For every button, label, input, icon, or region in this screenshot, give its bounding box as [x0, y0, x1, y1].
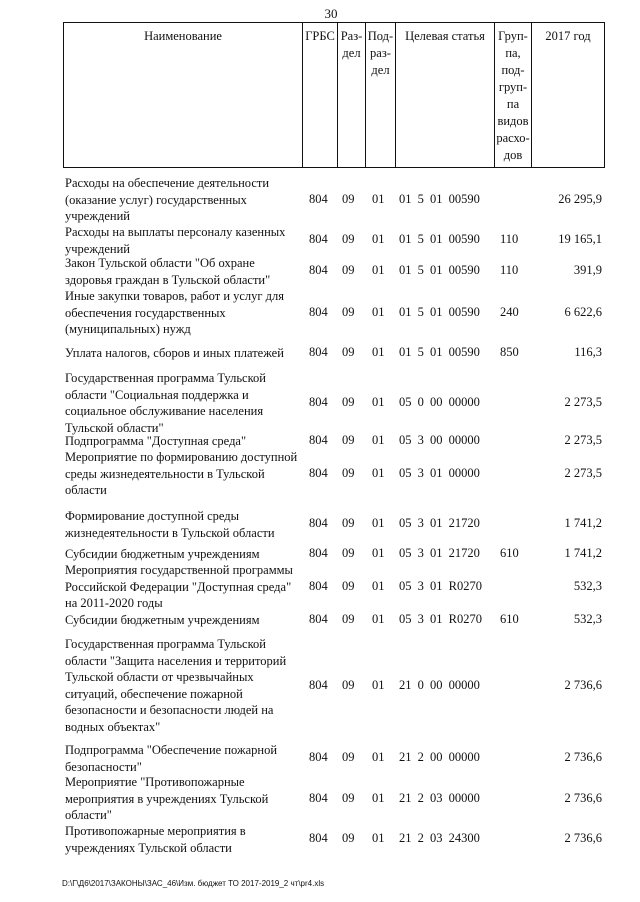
row-razdel: 09 [342, 466, 355, 480]
row-razdel: 09 [342, 831, 355, 845]
row-target: 01 5 01 00590 [399, 263, 480, 277]
row-amount: 532,3 [573, 579, 602, 593]
row-podrazdel: 01 [372, 232, 385, 246]
header-razdel: Раз- дел [338, 23, 366, 167]
row-target: 21 2 00 00000 [399, 750, 480, 764]
row-grbs: 804 [309, 516, 328, 530]
row-amount: 116,3 [574, 345, 602, 359]
row-podrazdel: 01 [372, 395, 385, 409]
table-header [63, 22, 605, 168]
header-target: Целевая статья [396, 23, 495, 167]
row-podrazdel: 01 [372, 305, 385, 319]
row-amount: 1 741,2 [564, 546, 602, 560]
row-podrazdel: 01 [372, 433, 385, 447]
row-name: Противопожарные мероприятия в учреждениях Тульской области [65, 824, 246, 855]
row-target: 05 3 01 21720 [399, 516, 480, 530]
row-group: 610 [500, 612, 519, 626]
row-grbs: 804 [309, 750, 328, 764]
row-name: Закон Тульской области "Об охране здоровья граждан в Тульской области" [65, 256, 271, 287]
row-amount: 391,9 [573, 263, 602, 277]
row-razdel: 09 [342, 192, 355, 206]
row-name: Государственная программа Тульской области "Защита населения и территорий Тульской области от чрезвычайных ситуаций, обеспечение пожарной безопасности и безопасности людей на водных объектах" [65, 637, 287, 734]
row-amount: 2 736,6 [564, 831, 602, 845]
row-name: Мероприятие "Противопожарные мероприятия в учреждениях Тульской области" [65, 775, 269, 822]
row-razdel: 09 [342, 305, 355, 319]
row-podrazdel: 01 [372, 791, 385, 805]
row-target: 05 3 01 R0270 [399, 579, 482, 593]
row-group: 240 [500, 305, 519, 319]
row-grbs: 804 [309, 831, 328, 845]
row-grbs: 804 [309, 546, 328, 560]
row-grbs: 804 [309, 395, 328, 409]
row-name: Подпрограмма "Обеспечение пожарной безопасности" [65, 743, 278, 774]
row-grbs: 804 [309, 678, 328, 692]
row-target: 21 0 00 00000 [399, 678, 480, 692]
row-podrazdel: 01 [372, 612, 385, 626]
row-target: 21 2 03 00000 [399, 791, 480, 805]
row-podrazdel: 01 [372, 831, 385, 845]
row-amount: 2 273,5 [564, 433, 602, 447]
row-name: Формирование доступной среды жизнедеятельности в Тульской области [65, 509, 275, 540]
row-target: 05 0 00 00000 [399, 395, 480, 409]
header-group: Груп- па, под- груп- па видов расхо- дов [495, 23, 532, 167]
row-name: Расходы на обеспечение деятельности (оказание услуг) государственных учреждений [65, 176, 270, 223]
row-grbs: 804 [309, 345, 328, 359]
row-target: 05 3 01 21720 [399, 546, 480, 560]
row-razdel: 09 [342, 345, 355, 359]
row-grbs: 804 [309, 263, 328, 277]
page-number: 30 [324, 6, 338, 21]
header-grbs: ГРБС [303, 23, 338, 167]
row-group: 850 [500, 345, 519, 359]
row-target: 05 3 00 00000 [399, 433, 480, 447]
row-target: 05 3 01 00000 [399, 466, 480, 480]
row-name: Государственная программа Тульской области "Социальная поддержка и социальное обслуживание населения Тульской области" [65, 371, 266, 435]
row-grbs: 804 [309, 192, 328, 206]
header-name: Наименование [64, 23, 303, 167]
row-target: 05 3 01 R0270 [399, 612, 482, 626]
row-razdel: 09 [342, 612, 355, 626]
row-grbs: 804 [309, 305, 328, 319]
row-grbs: 804 [309, 791, 328, 805]
row-amount: 2 736,6 [564, 750, 602, 764]
file-path-footer: D:\Г\Д6\2017\ЗАКОНЫ\ЗАС_46\Изм. бюджет ТО 2017-2019_2 чт\pr4.xls [62, 879, 325, 888]
row-razdel: 09 [342, 579, 355, 593]
row-podrazdel: 01 [372, 345, 385, 359]
row-name: Подпрограмма "Доступная среда" [65, 434, 247, 448]
row-amount: 26 295,9 [558, 192, 602, 206]
row-razdel: 09 [342, 232, 355, 246]
row-name: Субсидии бюджетным учреждениям [65, 547, 260, 561]
row-razdel: 09 [342, 546, 355, 560]
row-amount: 2 736,6 [564, 791, 602, 805]
row-podrazdel: 01 [372, 750, 385, 764]
row-razdel: 09 [342, 395, 355, 409]
row-grbs: 804 [309, 433, 328, 447]
row-grbs: 804 [309, 466, 328, 480]
row-amount: 532,3 [573, 612, 602, 626]
row-target: 01 5 01 00590 [399, 345, 480, 359]
row-name: Иные закупки товаров, работ и услуг для обеспечения государственных (муниципальных) нужд [65, 289, 285, 336]
row-amount: 2 273,5 [564, 395, 602, 409]
row-target: 01 5 01 00590 [399, 192, 480, 206]
row-razdel: 09 [342, 516, 355, 530]
header-year: 2017 год [545, 29, 591, 43]
row-razdel: 09 [342, 263, 355, 277]
row-amount: 19 165,1 [558, 232, 602, 246]
row-amount: 2 736,6 [564, 678, 602, 692]
row-podrazdel: 01 [372, 192, 385, 206]
row-name: Уплата налогов, сборов и иных платежей [65, 346, 284, 360]
row-amount: 6 622,6 [564, 305, 602, 319]
row-group: 110 [500, 232, 519, 246]
row-name: Расходы на выплаты персоналу казенных учреждений [65, 225, 286, 256]
row-podrazdel: 01 [372, 678, 385, 692]
row-name: Субсидии бюджетным учреждениям [65, 613, 260, 627]
row-grbs: 804 [309, 612, 328, 626]
row-group: 110 [500, 263, 519, 277]
row-name: Мероприятие по формированию доступной среды жизнедеятельности в Тульской области [65, 450, 298, 497]
row-razdel: 09 [342, 750, 355, 764]
row-podrazdel: 01 [372, 516, 385, 530]
row-razdel: 09 [342, 433, 355, 447]
row-grbs: 804 [309, 579, 328, 593]
row-podrazdel: 01 [372, 263, 385, 277]
row-group: 610 [500, 546, 519, 560]
row-podrazdel: 01 [372, 466, 385, 480]
row-name: Мероприятия государственной программы Российской Федерации "Доступная среда" на 2011-2020 годы [65, 563, 293, 610]
row-podrazdel: 01 [372, 579, 385, 593]
row-grbs: 804 [309, 232, 328, 246]
header-podrazdel: Под- раз- дел [366, 23, 396, 167]
row-amount: 2 273,5 [564, 466, 602, 480]
row-razdel: 09 [342, 791, 355, 805]
row-target: 01 5 01 00590 [399, 305, 480, 319]
row-amount: 1 741,2 [564, 516, 602, 530]
row-razdel: 09 [342, 678, 355, 692]
row-podrazdel: 01 [372, 546, 385, 560]
row-target: 01 5 01 00590 [399, 232, 480, 246]
row-target: 21 2 03 24300 [399, 831, 480, 845]
